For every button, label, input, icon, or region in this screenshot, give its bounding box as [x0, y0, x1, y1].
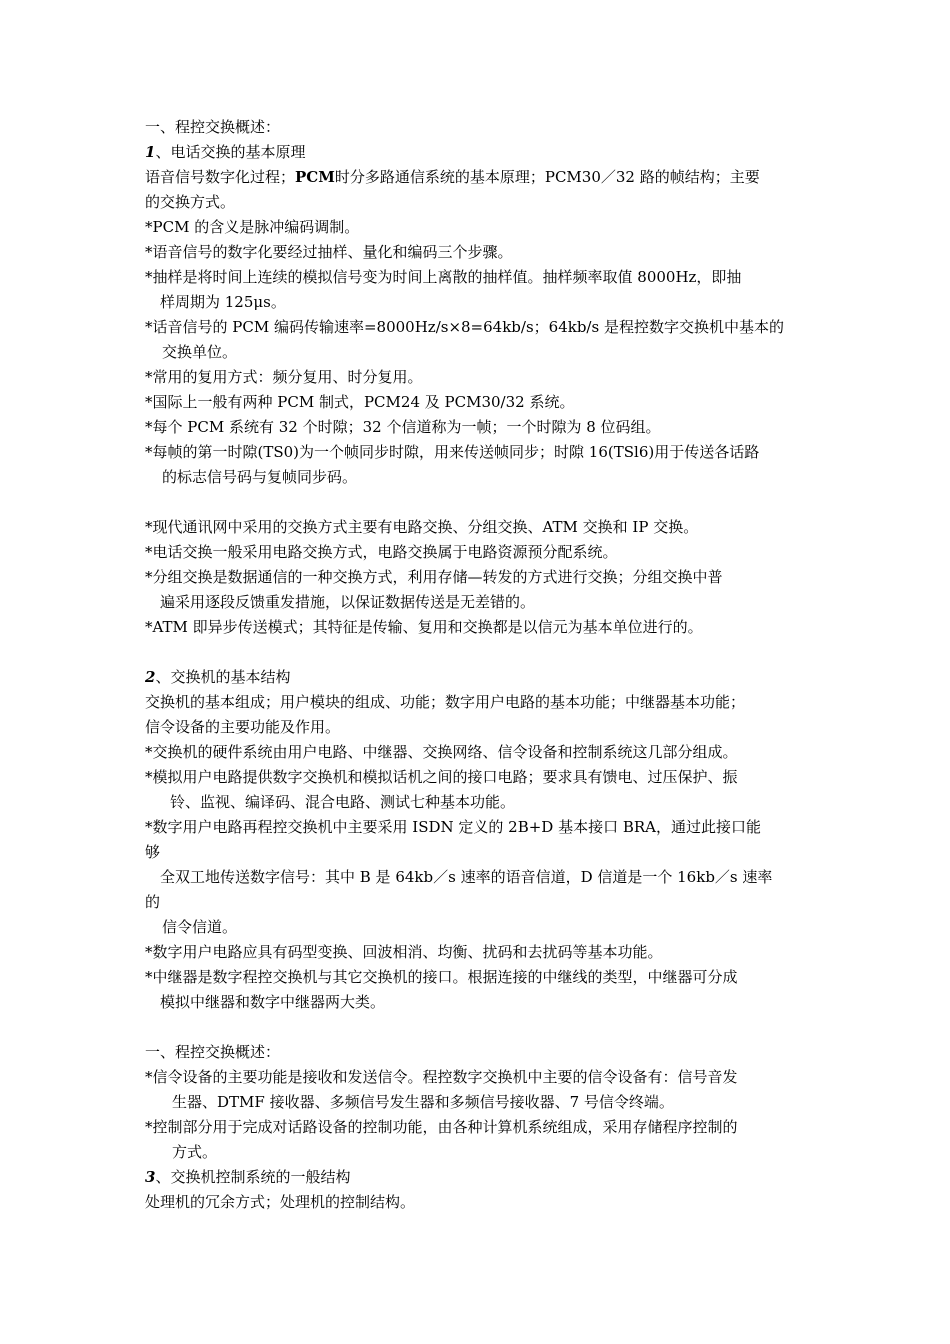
text: 、电话交换的基本原理: [155, 143, 306, 161]
bullet-continuation: [162, 465, 842, 490]
bullet-line: [145, 765, 825, 790]
text: 铃、监视、编译码、混合电路、测试七种基本功能。: [170, 793, 516, 811]
text: *数字用户电路再程控交换机中主要采用 ISDN 定义的 2B+D 基本接口 BRA，通过此接口能: [145, 818, 762, 836]
text: *信令设备的主要功能是接收和发送信令。程控数字交换机中主要的信令设备有：信号音发: [145, 1068, 738, 1086]
bullet-line: [145, 415, 825, 440]
text: *数字用户电路应具有码型变换、回波相消、均衡、扰码和去扰码等基本功能。: [145, 943, 663, 961]
text: 一、程控交换概述：: [145, 1043, 281, 1061]
section-number: 2: [145, 668, 156, 686]
bullet-continuation: [160, 865, 840, 890]
text: *分组交换是数据通信的一种交换方式，利用存储—转发的方式进行交换；分组交换中普: [145, 568, 723, 586]
bullet-line: [145, 215, 825, 240]
text: 语音信号数字化过程；: [145, 168, 296, 186]
section-heading: [145, 115, 825, 140]
bold-term: PCM: [295, 168, 335, 186]
bullet-continuation: [145, 840, 825, 865]
text: 够: [145, 843, 161, 861]
subsection-heading-1: [145, 140, 825, 165]
subsection-heading-3: [145, 1165, 825, 1190]
text: *每帧的第一时隙(TS0)为一个帧同步时隙，用来传送帧同步；时隙 16(TSl6)用于传送各话路: [145, 443, 760, 461]
section-number: 1: [145, 143, 156, 161]
bullet-line: [145, 515, 825, 540]
bullet-line: [145, 265, 825, 290]
paragraph-line: [145, 715, 825, 740]
text: *抽样是将时间上连续的模拟信号变为时间上离散的抽样值。抽样频率取值 8000Hz，即抽: [145, 268, 742, 286]
bullet-continuation: [162, 340, 842, 365]
bullet-continuation: [172, 1140, 852, 1165]
text: 信令信道。: [162, 918, 238, 936]
bullet-line: [145, 1065, 825, 1090]
bullet-line: [145, 365, 825, 390]
bullet-line: [145, 740, 825, 765]
subsection-heading-2: [145, 665, 825, 690]
text: *国际上一般有两种 PCM 制式，PCM24 及 PCM30/32 系统。: [145, 393, 575, 411]
bullet-line: [145, 540, 825, 565]
text: *中继器是数字程控交换机与其它交换机的接口。根据连接的中继线的类型，中继器可分成: [145, 968, 738, 986]
text: *PCM 的含义是脉冲编码调制。: [145, 218, 360, 236]
paragraph-line: [145, 1190, 825, 1215]
text: 模拟中继器和数字中继器两大类。: [160, 993, 386, 1011]
bullet-continuation: [160, 290, 840, 315]
bullet-line: [145, 315, 825, 340]
section-number: 3: [145, 1168, 156, 1186]
text: 一、程控交换概述：: [145, 118, 281, 136]
text: *交换机的硬件系统由用户电路、中继器、交换网络、信令设备和控制系统这几部分组成。: [145, 743, 738, 761]
bullet-continuation: [162, 915, 842, 940]
text: *ATM 即异步传送模式；其特征是传输、复用和交换都是以信元为基本单位进行的。: [145, 618, 703, 636]
text: *每个 PCM 系统有 32 个时隙；32 个信道称为一帧；一个时隙为 8 位码组。: [145, 418, 661, 436]
text: 生器、DTMF 接收器、多频信号发生器和多频信号接收器、7 号信令终端。: [172, 1093, 674, 1111]
text: 方式。: [172, 1143, 218, 1161]
bullet-continuation: [160, 590, 840, 615]
bullet-continuation: [160, 990, 840, 1015]
text: *电话交换一般采用电路交换方式，电路交换属于电路资源预分配系统。: [145, 543, 618, 561]
section-heading: [145, 1040, 825, 1065]
text: *现代通讯网中采用的交换方式主要有电路交换、分组交换、ATM 交换和 IP 交换。: [145, 518, 699, 536]
bullet-line: [145, 565, 825, 590]
text: *模拟用户电路提供数字交换机和模拟话机之间的接口电路；要求具有馈电、过压保护、振: [145, 768, 738, 786]
bullet-continuation: [145, 890, 825, 915]
bullet-line: [145, 1115, 825, 1140]
text: *控制部分用于完成对话路设备的控制功能，由各种计算机系统组成，采用存储程序控制的: [145, 1118, 738, 1136]
bullet-line: [145, 940, 825, 965]
text: 信令设备的主要功能及作用。: [145, 718, 341, 736]
bullet-line: [145, 390, 825, 415]
bullet-line: [145, 965, 825, 990]
text: 的交换方式。: [145, 193, 236, 211]
text: 时分多路通信系统的基本原理；PCM30／32 路的帧结构；主要: [334, 168, 760, 186]
bullet-line: [145, 815, 825, 840]
paragraph-line: [145, 190, 825, 215]
bullet-continuation: [170, 790, 850, 815]
text: 的标志信号码与复帧同步码。: [162, 468, 358, 486]
text: *语音信号的数字化要经过抽样、量化和编码三个步骤。: [145, 243, 513, 261]
paragraph-line: [145, 165, 825, 190]
bullet-continuation: [172, 1090, 852, 1115]
text: 样周期为 125μs。: [160, 293, 286, 311]
text: 交换机的基本组成；用户模块的组成、功能；数字用户电路的基本功能；中继器基本功能；: [145, 693, 746, 711]
text: 、交换机的基本结构: [155, 668, 291, 686]
text: *话音信号的 PCM 编码传输速率=8000Hz/s×8=64kb/s；64kb/s 是程控数字交换机中基本的: [145, 318, 784, 336]
paragraph-line: [145, 690, 825, 715]
text: 、交换机控制系统的一般结构: [155, 1168, 351, 1186]
bullet-line: [145, 440, 825, 465]
text: *常用的复用方式：频分复用、时分复用。: [145, 368, 423, 386]
text: 交换单位。: [162, 343, 238, 361]
text: 遍采用逐段反馈重发措施，以保证数据传送是无差错的。: [160, 593, 536, 611]
text: 全双工地传送数字信号：其中 B 是 64kb／s 速率的语音信道，D 信道是一个 16kb／s 速率: [160, 868, 773, 886]
text: 的: [145, 893, 161, 911]
text: 处理机的冗余方式；处理机的控制结构。: [145, 1193, 416, 1211]
bullet-line: [145, 240, 825, 265]
bullet-line: [145, 615, 825, 640]
